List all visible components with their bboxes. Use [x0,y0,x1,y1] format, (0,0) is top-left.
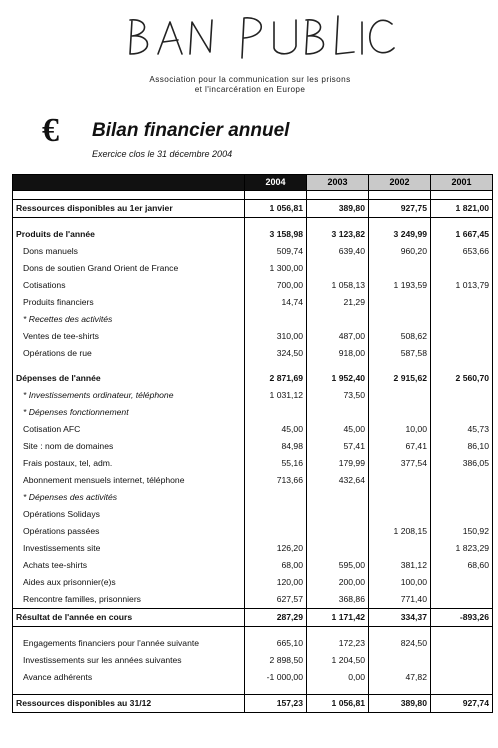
cell-2004: 55,16 [245,455,307,472]
cell-2004 [245,506,307,523]
cell-2002: 927,75 [369,200,431,218]
financial-table [12,174,493,713]
cell-2004 [245,489,307,506]
cell-2003: 432,64 [307,472,369,489]
cell-2001: 1 013,79 [431,277,493,294]
cell-2003: 487,00 [307,328,369,345]
cell-2001: 45,73 [431,421,493,438]
row-label: Cotisation AFC [13,421,245,438]
cell-2004: 509,74 [245,243,307,260]
row-label: Aides aux prisonnier(e)s [13,574,245,591]
cell-2003: 639,40 [307,243,369,260]
cell-2001 [431,472,493,489]
cell-2001: 2 560,70 [431,370,493,387]
cell-2001 [431,591,493,609]
cell-2003: 179,99 [307,455,369,472]
cell-2001: 386,05 [431,455,493,472]
cell-2003: 21,29 [307,294,369,311]
table-row [13,652,493,669]
row-label: * Dépenses des activités [13,489,245,506]
table-row [13,574,493,591]
cell-2002: 100,00 [369,574,431,591]
ban-public-logo [118,8,398,66]
cell-2004: 1 031,12 [245,387,307,404]
cell-2003: 1 204,50 [307,652,369,669]
cell-2001: 150,92 [431,523,493,540]
table-row [13,421,493,438]
cell-2001 [431,669,493,686]
cell-2003 [307,523,369,540]
cell-2002: 960,20 [369,243,431,260]
cell-2002: 381,12 [369,557,431,574]
cell-2004: 3 158,98 [245,226,307,243]
column-header-2002: 2002 [369,175,431,191]
page-title: Bilan financier annuel [92,120,290,141]
row-label: Cotisations [13,277,245,294]
cell-2002 [369,404,431,421]
row-label: Engagements financiers pour l'année suivante [13,635,245,652]
euro-icon: € [42,112,59,149]
cell-2001 [431,294,493,311]
row-label: Achats tee-shirts [13,557,245,574]
cell-2004: 14,74 [245,294,307,311]
cell-2002 [369,652,431,669]
row-label: Opérations Solidays [13,506,245,523]
table-header [13,175,493,191]
cell-2002: 389,80 [369,695,431,713]
cell-2001: 927,74 [431,695,493,713]
cell-2004: 126,20 [245,540,307,557]
row-label: * Investissements ordinateur, téléphone [13,387,245,404]
table-row [13,695,493,713]
cell-2003: 45,00 [307,421,369,438]
cell-2002: 587,58 [369,345,431,362]
cell-2002 [369,472,431,489]
cell-2001: 86,10 [431,438,493,455]
cell-2003: 1 952,40 [307,370,369,387]
cell-2002: 508,62 [369,328,431,345]
cell-2003 [307,404,369,421]
cell-2002 [369,540,431,557]
cell-2004 [245,311,307,328]
table-row [13,438,493,455]
cell-2001: 1 821,00 [431,200,493,218]
cell-2002 [369,506,431,523]
row-label: Ressources disponibles au 31/12 [13,695,245,713]
cell-2002: 3 249,99 [369,226,431,243]
table-row [13,404,493,421]
cell-2003: 1 056,81 [307,695,369,713]
cell-2004 [245,523,307,540]
cell-2002: 1 193,59 [369,277,431,294]
cell-2001: -893,26 [431,609,493,627]
table-row [13,294,493,311]
cell-2003: 368,86 [307,591,369,609]
cell-2004: 1 300,00 [245,260,307,277]
table-row [13,455,493,472]
cell-2001: 653,66 [431,243,493,260]
row-label: Site : nom de domaines [13,438,245,455]
cell-2003: 1 058,13 [307,277,369,294]
cell-2002: 824,50 [369,635,431,652]
row-label: Dépenses de l'année [13,370,245,387]
table-row [13,506,493,523]
cell-2004: -1 000,00 [245,669,307,686]
table-row [13,200,493,218]
cell-2003: 3 123,82 [307,226,369,243]
page-subtitle: Exercice clos le 31 décembre 2004 [92,149,233,159]
cell-2001 [431,345,493,362]
column-header-2003: 2003 [307,175,369,191]
cell-2003: 57,41 [307,438,369,455]
table-row [13,609,493,627]
cell-2003: 172,23 [307,635,369,652]
cell-2001 [431,489,493,506]
table-row [13,311,493,328]
table-row [13,472,493,489]
row-label: Résultat de l'année en cours [13,609,245,627]
table-row [13,277,493,294]
row-label: Investissements site [13,540,245,557]
cell-2002: 47,82 [369,669,431,686]
row-label: Abonnement mensuels internet, téléphone [13,472,245,489]
row-label: Opérations passées [13,523,245,540]
cell-2002: 67,41 [369,438,431,455]
cell-2004: 84,98 [245,438,307,455]
cell-2001 [431,328,493,345]
cell-2004: 157,23 [245,695,307,713]
row-label: Produits financiers [13,294,245,311]
cell-2003: 389,80 [307,200,369,218]
cell-2003: 0,00 [307,669,369,686]
cell-2002 [369,489,431,506]
cell-2004: 45,00 [245,421,307,438]
cell-2001: 68,60 [431,557,493,574]
logo-lettering [118,8,398,66]
table-row [13,635,493,652]
association-line-2: et l'incarcération en Europe [194,85,306,94]
cell-2001: 1 823,29 [431,540,493,557]
cell-2002 [369,294,431,311]
cell-2003: 73,50 [307,387,369,404]
cell-2002: 1 208,15 [369,523,431,540]
cell-2003 [307,540,369,557]
cell-2004: 1 056,81 [245,200,307,218]
cell-2002: 334,37 [369,609,431,627]
table-row [13,669,493,686]
cell-2001 [431,404,493,421]
column-header-2004: 2004 [245,175,307,191]
cell-2002: 10,00 [369,421,431,438]
row-label: Opérations de rue [13,345,245,362]
table-row [13,540,493,557]
table-row [13,557,493,574]
row-label: Avance adhérents [13,669,245,686]
cell-2004: 68,00 [245,557,307,574]
cell-2004: 2 898,50 [245,652,307,669]
row-label: Rencontre familles, prisonniers [13,591,245,609]
cell-2001 [431,311,493,328]
cell-2003 [307,260,369,277]
cell-2001 [431,652,493,669]
cell-2002: 2 915,62 [369,370,431,387]
row-label: Dons manuels [13,243,245,260]
table-row [13,523,493,540]
cell-2002: 377,54 [369,455,431,472]
table-row [13,345,493,362]
table-row [13,387,493,404]
cell-2004: 287,29 [245,609,307,627]
cell-2001 [431,260,493,277]
cell-2001 [431,387,493,404]
cell-2003 [307,489,369,506]
row-label: Ressources disponibles au 1er janvier [13,200,245,218]
cell-2002 [369,311,431,328]
cell-2004: 627,57 [245,591,307,609]
cell-2001 [431,635,493,652]
row-label: Investissements sur les années suivantes [13,652,245,669]
cell-2004: 2 871,69 [245,370,307,387]
table-row [13,489,493,506]
cell-2001: 1 667,45 [431,226,493,243]
cell-2003: 918,00 [307,345,369,362]
cell-2004 [245,404,307,421]
table-row [13,243,493,260]
table-row [13,260,493,277]
cell-2004: 310,00 [245,328,307,345]
row-label: * Recettes des activités [13,311,245,328]
row-label: Ventes de tee-shirts [13,328,245,345]
cell-2003 [307,506,369,523]
table-row [13,591,493,609]
cell-2004: 713,66 [245,472,307,489]
row-label: Frais postaux, tel, adm. [13,455,245,472]
association-line-1: Association pour la communication sur les prisons [149,75,351,84]
cell-2003: 200,00 [307,574,369,591]
table-row [13,226,493,243]
cell-2003 [307,311,369,328]
table-row [13,328,493,345]
cell-2002 [369,387,431,404]
header-blank [13,175,245,191]
cell-2002 [369,260,431,277]
cell-2003: 595,00 [307,557,369,574]
cell-2004: 324,50 [245,345,307,362]
cell-2002: 771,40 [369,591,431,609]
column-header-2001: 2001 [431,175,493,191]
cell-2001 [431,506,493,523]
cell-2004: 665,10 [245,635,307,652]
row-label: Produits de l'année [13,226,245,243]
row-label: * Dépenses fonctionnement [13,404,245,421]
cell-2004: 120,00 [245,574,307,591]
row-label: Dons de soutien Grand Orient de France [13,260,245,277]
cell-2004: 700,00 [245,277,307,294]
table-row [13,370,493,387]
cell-2001 [431,574,493,591]
cell-2003: 1 171,42 [307,609,369,627]
